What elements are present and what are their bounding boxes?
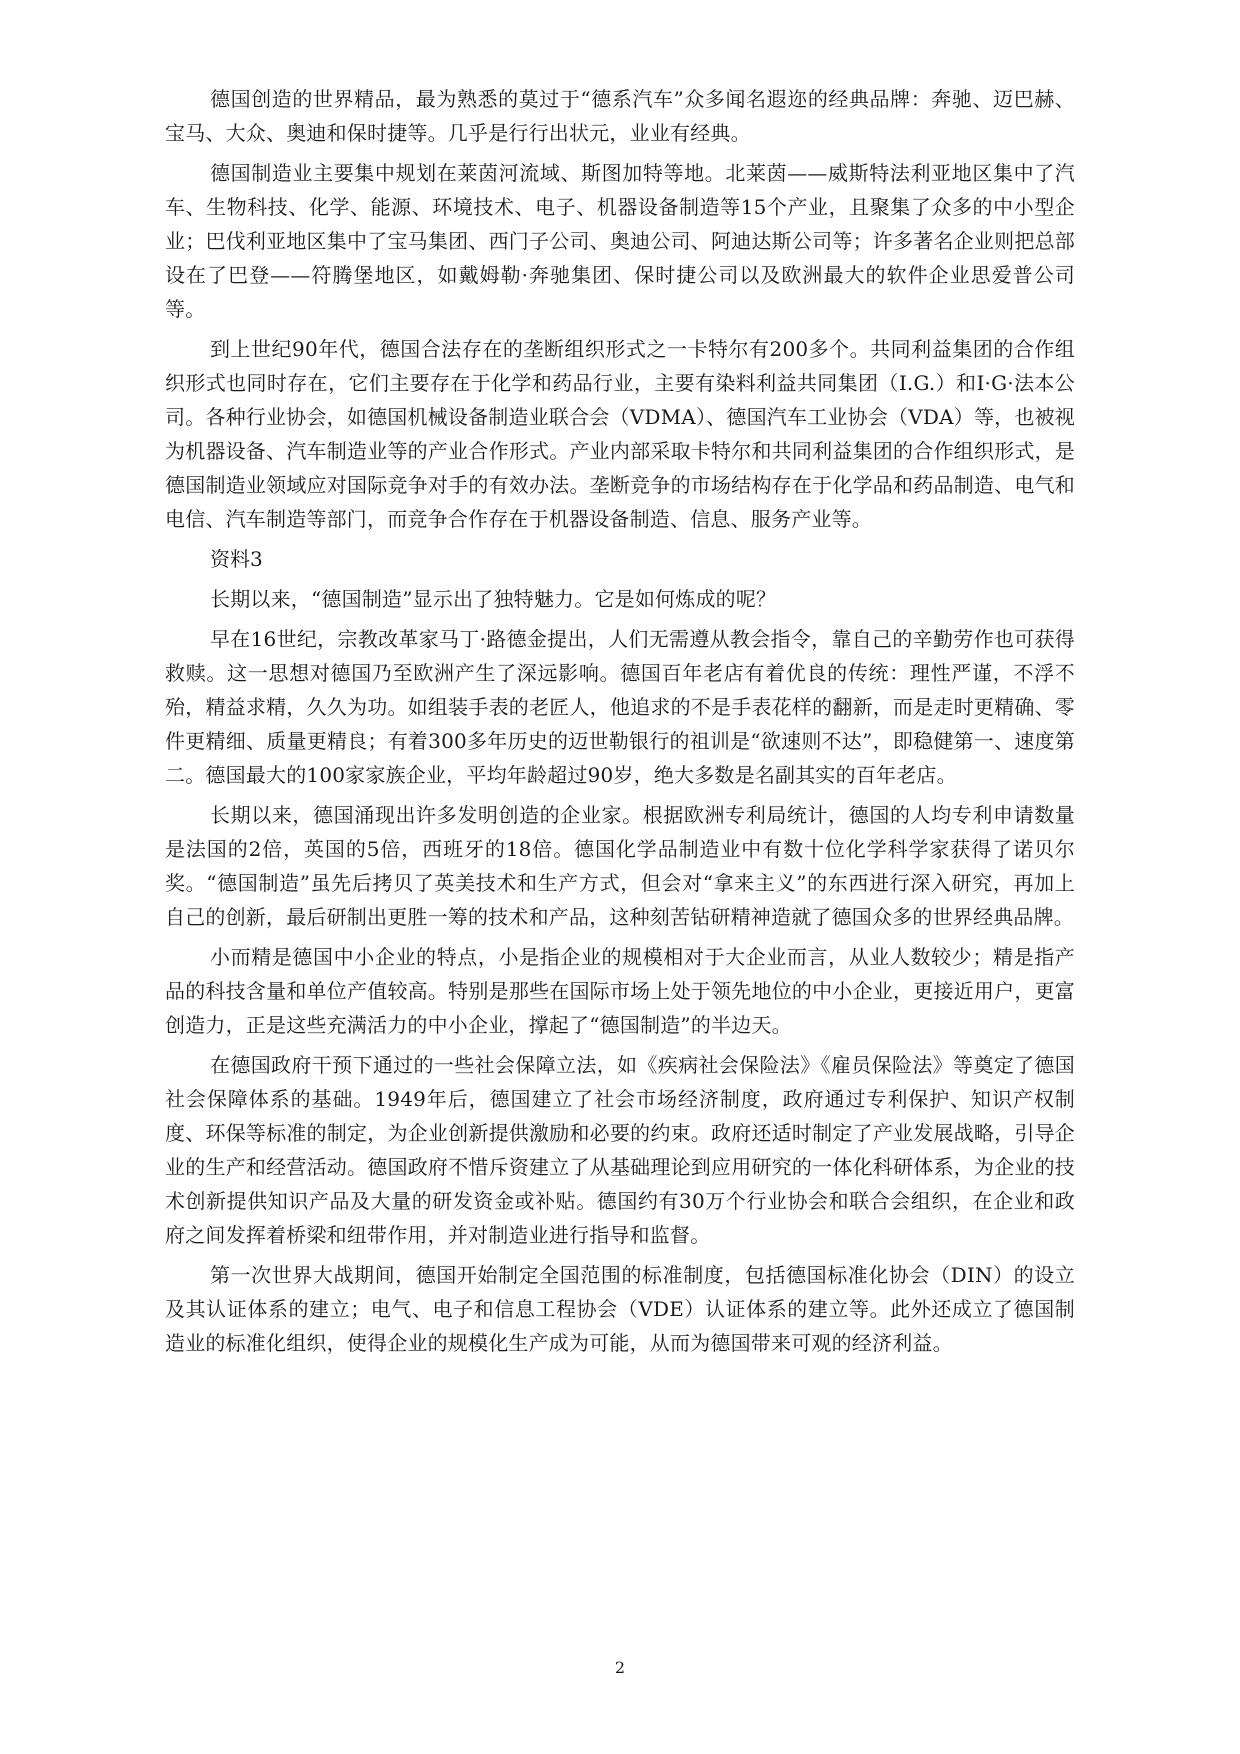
paragraph-inventors: 长期以来，德国涌现出许多发明创造的企业家。根据欧洲专利局统计，德国的人均专利申请数量是法国的2倍，英国的5倍，西班牙的18倍。德国化学品制造业中有数十位化学科学家获得了诺贝尔奖。“德国制造”虽先后拷贝了英美技术和生产方式，但会对“拿来主义”的东西进行深入研究，再加上自己的创新，最后研制出更胜一筹的技术和产品，这种刻苦钻研精神造就了德国众多的世界经典品牌。 <box>165 803 1075 929</box>
document-body <box>165 82 1075 1366</box>
paragraph-tradition: 早在16世纪，宗教改革家马丁·路德金提出，人们无需遵从教会指令，靠自己的辛勤劳作也可获得救赎。这一思想对德国乃至欧洲产生了深远影响。德国百年老店有着优良的传统：理性严谨，不浮不殆，精益求精，久久为功。如组装手表的老匠人，他追求的不是手表花样的翻新，而是走时更精确、零件更精细、质量更精良；有着300多年历史的迈世勒银行的祖训是“欲速则不达”，即稳健第一、速度第二。德国最大的100家家族企业，平均年龄超过90岁，绝大多数是名副其实的百年老店。 <box>165 627 1075 787</box>
paragraph-standards: 第一次世界大战期间，德国开始制定全国范围的标准制度，包括德国标准化协会（DIN）的设立及其认证体系的建立；电气、电子和信息工程协会（VDE）认证体系的建立等。此外还成立了德国制造业的标准化组织，使得企业的规模化生产成为可能，从而为德国带来可观的经济利益。 <box>165 1263 1075 1355</box>
paragraph-cartel-organizations: 到上世纪90年代，德国合法存在的垄断组织形式之一卡特尔有200多个。共同利益集团的合作组织形式也同时存在，它们主要存在于化学和药品行业，主要有染料利益共同集团（I.G.）和I·G·法本公司。各种行业协会，如德国机械设备制造业联合会（VDMA）、德国汽车工业协会（VDA）等，也被视为机器设备、汽车制造业等的产业合作形式。产业内部采取卡特尔和共同利益集团的合作组织形式，是德国制造业领域应对国际竞争对手的有效办法。垄断竞争的市场结构存在于化学品和药品制造、电气和电信、汽车制造等部门，而竞争合作存在于机器设备制造、信息、服务产业等。 <box>165 337 1075 531</box>
paragraph-government-role: 在德国政府干预下通过的一些社会保障立法，如《疾病社会保险法》《雇员保险法》等奠定了德国社会保障体系的基础。1949年后，德国建立了社会市场经济制度，政府通过专利保护、知识产权制度、环保等标准的制定，为企业创新提供激励和必要的约束。政府还适时制定了产业发展战略，引导企业的生产和经营活动。德国政府不惜斥资建立了从基础理论到应用研究的一体化科研体系，为企业的技术创新提供知识产品及大量的研发资金或补贴。德国约有30万个行业协会和联合会组织，在企业和政府之间发挥着桥梁和纽带作用，并对制造业进行指导和监督。 <box>165 1053 1075 1247</box>
paragraph-german-car-brands: 德国创造的世界精品，最为熟悉的莫过于“德系汽车”众多闻名遐迩的经典品牌：奔驰、迈巴赫、宝马、大众、奥迪和保时捷等。几乎是行行出状元，业业有经典。 <box>165 87 1075 145</box>
paragraph-made-in-germany-intro: 长期以来，“德国制造”显示出了独特魅力。它是如何炼成的呢？ <box>210 587 777 611</box>
paragraph-manufacturing-regions: 德国制造业主要集中规划在莱茵河流域、斯图加特等地。北莱茵——威斯特法利亚地区集中了汽车、生物科技、化学、能源、环境技术、电子、机器设备制造等15个产业，且聚集了众多的中小型企业；巴伐利亚地区集中了宝马集团、西门子公司、奥迪公司、阿迪达斯公司等；许多著名企业则把总部设在了巴登——符腾堡地区，如戴姆勒·奔驰集团、保时捷公司以及欧洲最大的软件企业思爱普公司等。 <box>165 161 1075 321</box>
page-number: 2 <box>614 1658 626 1677</box>
paragraph-small-enterprises: 小而精是德国中小企业的特点，小是指企业的规模相对于大企业而言，从业人数较少；精是指产品的科技含量和单位产值较高。特别是那些在国际市场上处于领先地位的中小企业，更接近用户，更富创造力，正是这些充满活力的中小企业，撑起了“德国制造”的半边天。 <box>165 945 1075 1037</box>
section-heading: 资料3 <box>210 547 263 571</box>
